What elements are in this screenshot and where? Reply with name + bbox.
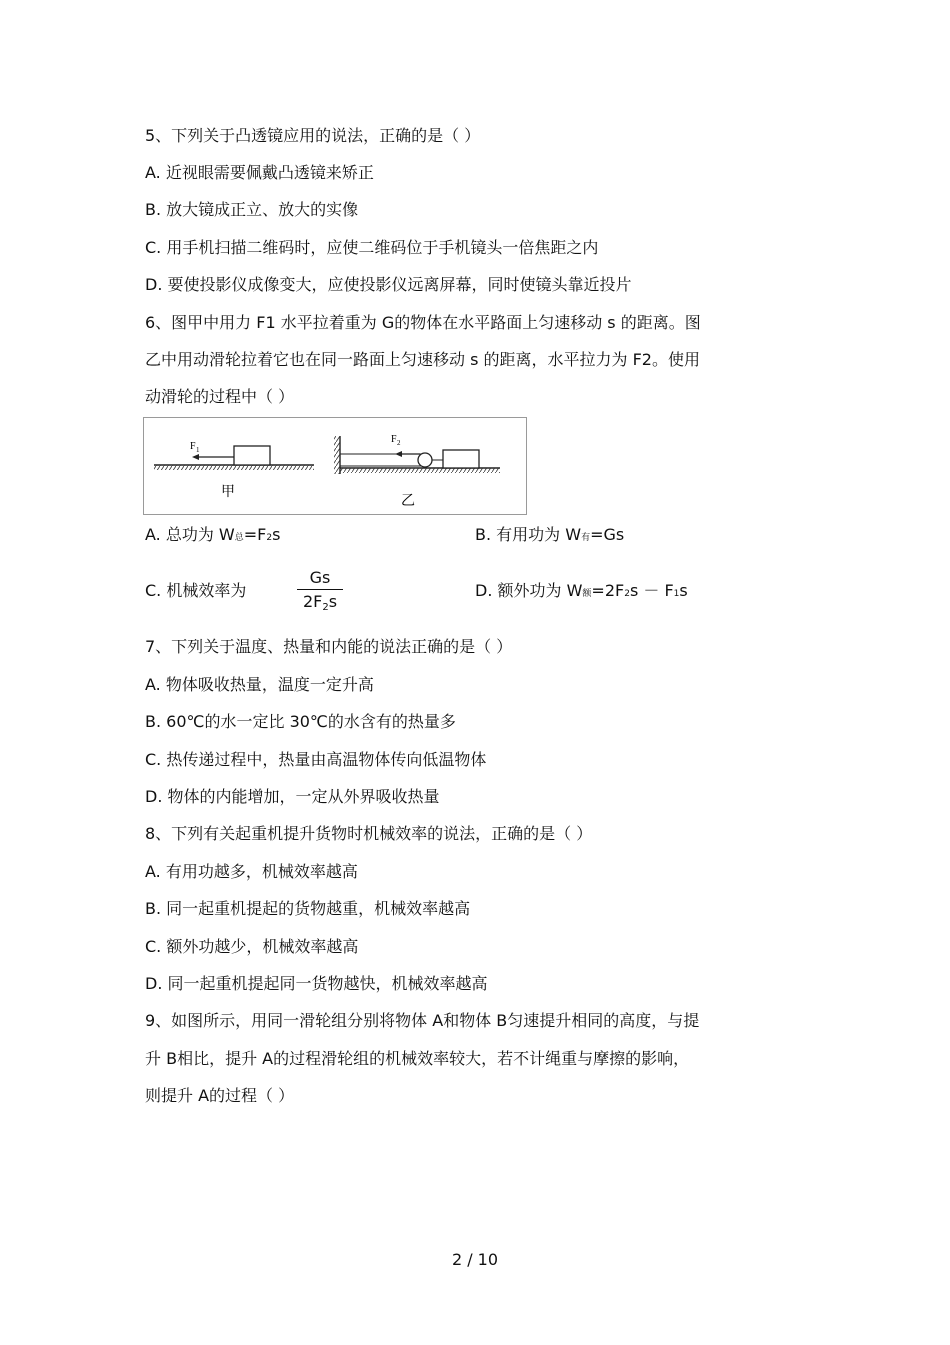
block-jia bbox=[234, 446, 270, 465]
q6-d-sub2: 2 bbox=[624, 589, 630, 599]
den-b: s bbox=[328, 592, 338, 611]
q6-d-sub: 额 bbox=[582, 589, 592, 599]
force-arrow-f2 bbox=[395, 451, 420, 457]
movable-pulley bbox=[418, 453, 432, 467]
q6-a-sub2: 2 bbox=[266, 533, 273, 543]
q7-stem: 7、下列关于温度、热量和内能的说法正确的是（ ） bbox=[145, 637, 513, 656]
page-number: 2 / 10 bbox=[451, 1250, 499, 1269]
q6-d-mid: =2F bbox=[591, 581, 625, 600]
q5-option-d: D. 要使投影仪成像变大，应使投影仪远离屏幕，同时使镜头靠近投片 bbox=[145, 275, 632, 294]
f2-label: F bbox=[391, 434, 397, 445]
q6-a-end: s bbox=[272, 525, 281, 544]
q6-figure-drawing bbox=[144, 418, 526, 514]
q8-option-a: A. 有用功越多，机械效率越高 bbox=[145, 862, 358, 881]
q6-d-sub3: 1 bbox=[673, 589, 680, 599]
q7-option-b: B. 60℃的水一定比 30℃的水含有的热量多 bbox=[145, 712, 456, 731]
f2-subscript: 2 bbox=[397, 439, 401, 447]
q7-option-a: A. 物体吸收热量，温度一定升高 bbox=[145, 675, 374, 694]
block-yi bbox=[443, 450, 479, 468]
fraction-numerator: Gs bbox=[309, 568, 331, 587]
q6-b-suffix: =Gs bbox=[590, 525, 625, 544]
q6-a-prefix: A. 总功为 W bbox=[145, 525, 235, 544]
f1-subscript: 1 bbox=[196, 446, 200, 454]
q5-option-c: C. 用手机扫描二维码时，应使二维码位于手机镜头一倍焦距之内 bbox=[145, 238, 599, 257]
q5-option-a: A. 近视眼需要佩戴凸透镜来矫正 bbox=[145, 163, 374, 182]
label-jia: 甲 bbox=[221, 484, 235, 500]
ground-yi bbox=[340, 468, 500, 473]
q6-d-mid2: s － F bbox=[629, 581, 674, 600]
q6-stem-line1: 6、图甲中用力 F1 水平拉着重为 G的物体在水平路面上匀速移动 s 的距离。图 bbox=[145, 313, 701, 332]
q6-c-prefix: C. 机械效率为 bbox=[145, 581, 247, 600]
q6-figure bbox=[143, 417, 527, 515]
q6-stem-line2: 乙中用动滑轮拉着它也在同一路面上匀速移动 s 的距离，水平拉力为 F2。使用 bbox=[145, 350, 700, 369]
q9-stem-line2: 升 B相比，提升 A的过程滑轮组的机械效率较大，若不计绳重与摩擦的影响， bbox=[145, 1049, 690, 1068]
fraction-bar bbox=[297, 589, 343, 590]
q6-option-d bbox=[475, 581, 688, 604]
q9-stem-line1: 9、如图所示，用同一滑轮组分别将物体 A和物体 B匀速提升相同的高度，与提 bbox=[145, 1011, 700, 1030]
q6-a-suffix: =F bbox=[243, 525, 267, 544]
den-sub: 2 bbox=[322, 602, 329, 613]
q7-option-d: D. 物体的内能增加，一定从外界吸收热量 bbox=[145, 787, 440, 806]
den-a: 2F bbox=[302, 592, 323, 611]
q6-option-a bbox=[145, 525, 280, 548]
q6-stem-line3: 动滑轮的过程中（ ） bbox=[145, 387, 295, 406]
q7-option-c: C. 热传递过程中，热量由高温物体传向低温物体 bbox=[145, 750, 487, 769]
q8-option-c: C. 额外功越少，机械效率越高 bbox=[145, 937, 359, 956]
efficiency-fraction bbox=[297, 568, 343, 612]
q5-option-b: B. 放大镜成正立、放大的实像 bbox=[145, 200, 359, 219]
label-yi: 乙 bbox=[401, 493, 415, 509]
f1-label: F bbox=[190, 441, 196, 452]
q6-d-prefix: D. 额外功为 W bbox=[475, 581, 583, 600]
force-arrow-f1 bbox=[192, 454, 234, 460]
q8-option-b: B. 同一起重机提起的货物越重，机械效率越高 bbox=[145, 899, 471, 918]
q9-stem-line3: 则提升 A的过程（ ） bbox=[145, 1086, 295, 1105]
q6-d-end: s bbox=[679, 581, 688, 600]
q5-stem: 5、下列关于凸透镜应用的说法，正确的是（ ） bbox=[145, 126, 481, 145]
q8-stem: 8、下列有关起重机提升货物时机械效率的说法，正确的是（ ） bbox=[145, 824, 593, 843]
q6-option-c bbox=[145, 581, 246, 601]
q6-b-prefix: B. 有用功为 W bbox=[475, 525, 582, 544]
ground-jia bbox=[154, 465, 314, 470]
q8-option-d: D. 同一起重机提起同一货物越快，机械效率越高 bbox=[145, 974, 488, 993]
fraction-denominator bbox=[297, 592, 343, 612]
q6-b-sub: 有 bbox=[581, 533, 591, 543]
q6-option-b bbox=[475, 525, 624, 548]
wall-yi bbox=[334, 436, 340, 474]
q6-a-sub: 总 bbox=[234, 533, 244, 543]
